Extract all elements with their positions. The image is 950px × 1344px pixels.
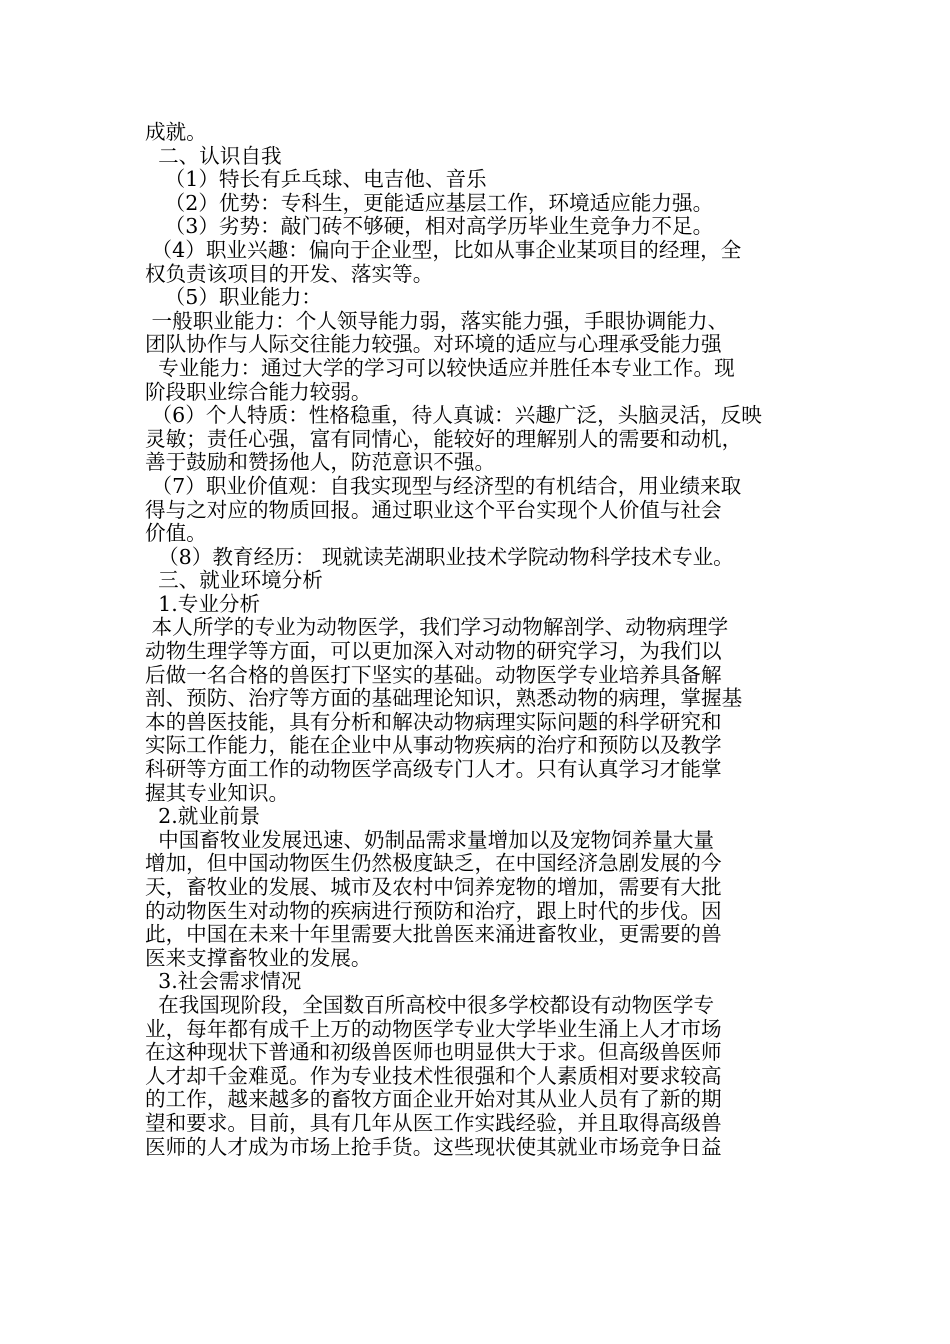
text-line: 本人所学的专业为动物医学，我们学习动物解剖学、动物病理学 [145,615,729,640]
text-line: 在我国现阶段，全国数百所高校中很多学校都设有动物医学专 [145,992,715,1017]
text-line: （8）教育经历： 现就读芜湖职业技术学院动物科学技术专业。 [145,544,734,569]
text-line: 科研等方面工作的动物医学高级专门人才。只有认真学习才能掌 [145,757,722,782]
text-line: 实际工作能力，能在企业中从事动物疾病的治疗和预防以及教学 [145,733,722,758]
text-line: 2.就业前景 [145,804,261,829]
document-body [145,121,815,1159]
text-line: 在这种现状下普通和初级兽医师也明显供大于求。但高级兽医师 [145,1040,722,1065]
text-line: 1.专业分析 [145,591,261,616]
text-line: 中国畜牧业发展迅速、奶制品需求量增加以及宠物饲养量大量 [145,827,715,852]
text-line: 此，中国在未来十年里需要大批兽医来涌进畜牧业，更需要的兽 [145,922,722,947]
text-line: 医师的人才成为市场上抢手货。这些现状使其就业市场竞争日益 [145,1134,722,1159]
text-line: （5）职业能力： [145,285,322,310]
text-line: 二、认识自我 [145,143,282,168]
text-line: （7）职业价值观：自我实现型与经济型的有机结合，用业绩来取 [145,473,742,498]
text-line: 团队协作与人际交往能力较强。对环境的适应与心理承受能力强 [145,332,722,357]
text-line: （1）特长有乒乓球、电吉他、音乐 [145,167,487,192]
text-line: （2）优势：专科生，更能适应基层工作，环境适应能力强。 [145,190,714,215]
text-line: 价值。 [145,521,207,546]
text-line: 灵敏；责任心强，富有同情心，能较好的理解别人的需要和动机， [145,426,743,451]
text-line: 权负责该项目的开发、落实等。 [145,261,434,286]
text-line: 握其专业知识。 [145,780,290,805]
text-line: （6）个人特质：性格稳重，待人真诚：兴趣广泛，头脑灵活，反映 [145,403,762,428]
text-line: 增加，但中国动物医生仍然极度缺乏，在中国经济急剧发展的今 [145,851,722,876]
text-line: （4）职业兴趣：偏向于企业型，比如从事企业某项目的经理，全 [145,237,742,262]
text-line: 3.社会需求情况 [145,969,302,994]
text-line: 后做一名合格的兽医打下坚实的基础。动物医学专业培养具备解 [145,662,722,687]
text-line: 本的兽医技能，具有分析和解决动物病理实际问题的科学研究和 [145,709,722,734]
text-line: 业，每年都有成千上万的动物医学专业大学毕业生涌上人才市场 [145,1016,722,1041]
text-line: 得与之对应的物质回报。通过职业这个平台实现个人价值与社会 [145,497,722,522]
text-line: （3）劣势：敲门砖不够硬，相对高学历毕业生竞争力不足。 [145,214,714,239]
text-line: 的工作，越来越多的畜牧方面企业开始对其从业人员有了新的期 [145,1087,722,1112]
text-line: 医来支撑畜牧业的发展。 [145,945,372,970]
text-line: 一般职业能力：个人领导能力弱，落实能力强，手眼协调能力、 [145,308,729,333]
text-line: 望和要求。目前，具有几年从医工作实践经验，并且取得高级兽 [145,1110,722,1135]
text-line: 三、就业环境分析 [145,568,323,593]
text-line: 剖、预防、治疗等方面的基础理论知识，熟悉动物的病理，掌握基 [145,686,743,711]
text-line: 成就。 [145,120,207,144]
text-line: 善于鼓励和赞扬他人，防范意识不强。 [145,450,496,475]
text-line: 的动物医生对动物的疾病进行预防和治疗，跟上时代的步伐。因 [145,898,722,923]
text-line: 动物生理学等方面，可以更加深入对动物的研究学习，为我们以 [145,639,722,664]
text-line: 阶段职业综合能力较弱。 [145,379,372,404]
text-line: 天，畜牧业的发展、城市及农村中饲养宠物的增加，需要有大批 [145,875,722,899]
text-line: 专业能力：通过大学的学习可以较快适应并胜任本专业工作。现 [145,355,735,380]
text-line: 人才却千金难觅。作为专业技术性很强和个人素质相对要求较高 [145,1063,722,1088]
